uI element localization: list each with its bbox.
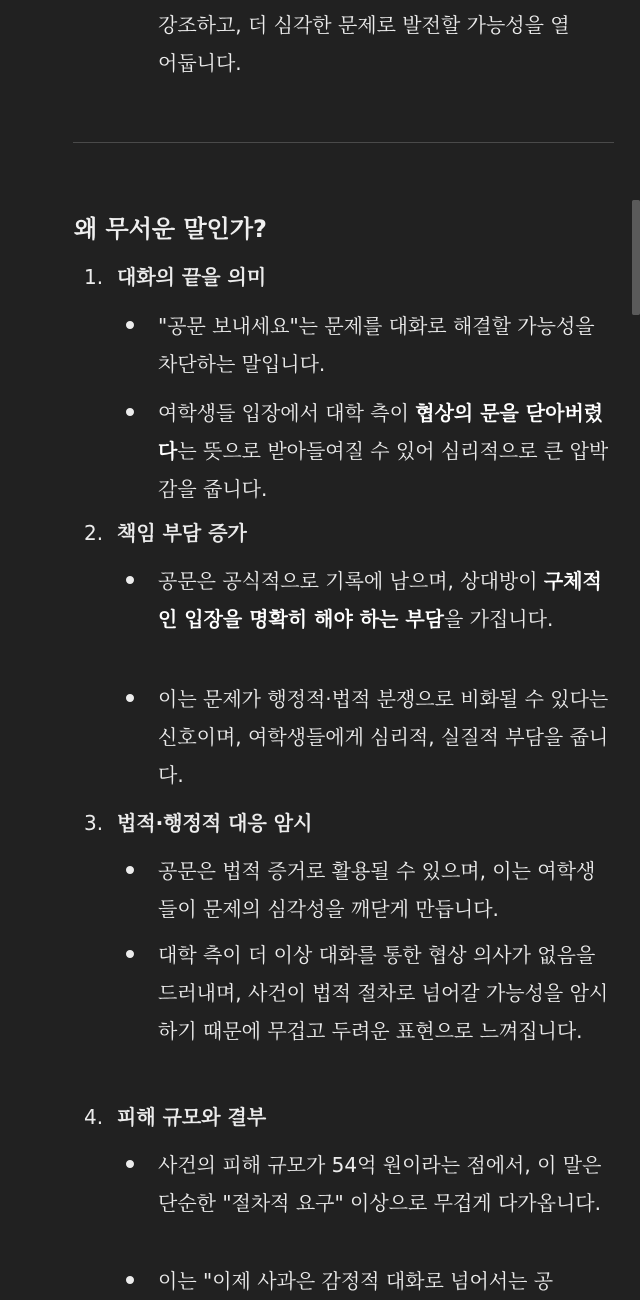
bullet-item: [158, 1146, 614, 1222]
bullet-text: 이는 문제가 행정적·법적 분쟁으로 비화될 수 있다는 신호이며, 여학생들에게 심리적, 실질적 부담을 줍니다.: [158, 687, 609, 787]
bullet-text: 사건의 피해 규모가 54억 원이라는 점에서, 이 말은 단순한 "절차적 요구" 이상으로 무겁게 다가옵니다.: [158, 1153, 602, 1215]
numbered-item-2: [84, 514, 604, 552]
bullet-text: 대학 측이 더 이상 대화를 통한 협상 의사가 없음을 드러내며, 사건이 법적 절차로 넘어갈 가능성을 암시하기 때문에 무겁고 두려운 표현으로 느껴집니다.: [158, 943, 609, 1043]
item-title: 책임 부담 증가: [117, 521, 247, 545]
item-title: 대화의 끝을 의미: [117, 265, 267, 289]
bullet-text: 는 뜻으로 받아들여질 수 있어 심리적으로 큰 압박감을 줍니다.: [158, 439, 609, 501]
scrollbar[interactable]: [632, 0, 640, 1280]
numbered-item-3: [84, 804, 604, 842]
item-number: 4.: [84, 1105, 104, 1129]
bullet-item: [158, 394, 614, 508]
item-number: 3.: [84, 811, 104, 835]
bullet-text: 을 가집니다.: [443, 607, 554, 631]
bullet-bold-text: 협상의 문을 닫아버렸다: [158, 401, 604, 463]
bullet-text: 공문은 공식적으로 기록에 남으며, 상대방이: [158, 569, 544, 593]
bullet-item: [158, 562, 614, 638]
item-title: 법적·행정적 대응 암시: [117, 811, 313, 835]
section-divider: [73, 142, 614, 143]
bullet-text: "공문 보내세요"는 문제를 대화로 해결할 가능성을 차단하는 말입니다.: [158, 314, 595, 376]
bullet-text: 공문은 법적 증거로 활용될 수 있으며, 이는 여학생들이 문제의 심각성을 깨닫게 만듭니다.: [158, 859, 596, 921]
bullet-dot-icon: [126, 1160, 134, 1168]
bullet-item: [158, 852, 614, 928]
bullet-dot-icon: [126, 408, 134, 416]
numbered-item-1: [84, 258, 604, 296]
continuation-line-2: 어둡니다.: [158, 51, 242, 75]
item-number: 2.: [84, 521, 104, 545]
continuation-paragraph: [158, 6, 618, 82]
bullet-text: 이는 "이제 사과은 감정적 대화로 넘어서는 공: [158, 1269, 554, 1293]
numbered-item-4: [84, 1098, 604, 1136]
bullet-dot-icon: [126, 694, 134, 702]
bullet-dot-icon: [126, 321, 134, 329]
bullet-item: [158, 1262, 614, 1300]
section-heading: 왜 무서운 말인가?: [74, 215, 267, 243]
bullet-item: [158, 936, 614, 1050]
bullet-dot-icon: [126, 950, 134, 958]
bullet-dot-icon: [126, 866, 134, 874]
bullet-bold-text: 구체적인 입장을 명확히 해야 하는 부담: [158, 569, 602, 631]
item-number: 1.: [84, 265, 104, 289]
bullet-text: 여학생들 입장에서 대학 측이: [158, 401, 416, 425]
bullet-dot-icon: [126, 576, 134, 584]
bullet-dot-icon: [126, 1276, 134, 1284]
bullet-item: [158, 680, 614, 794]
scrollbar-thumb[interactable]: [632, 200, 640, 315]
item-title: 피해 규모와 결부: [117, 1105, 267, 1129]
bullet-item: [158, 307, 614, 383]
continuation-line-1: 강조하고, 더 심각한 문제로 발전할 가능성을 열: [158, 13, 570, 37]
